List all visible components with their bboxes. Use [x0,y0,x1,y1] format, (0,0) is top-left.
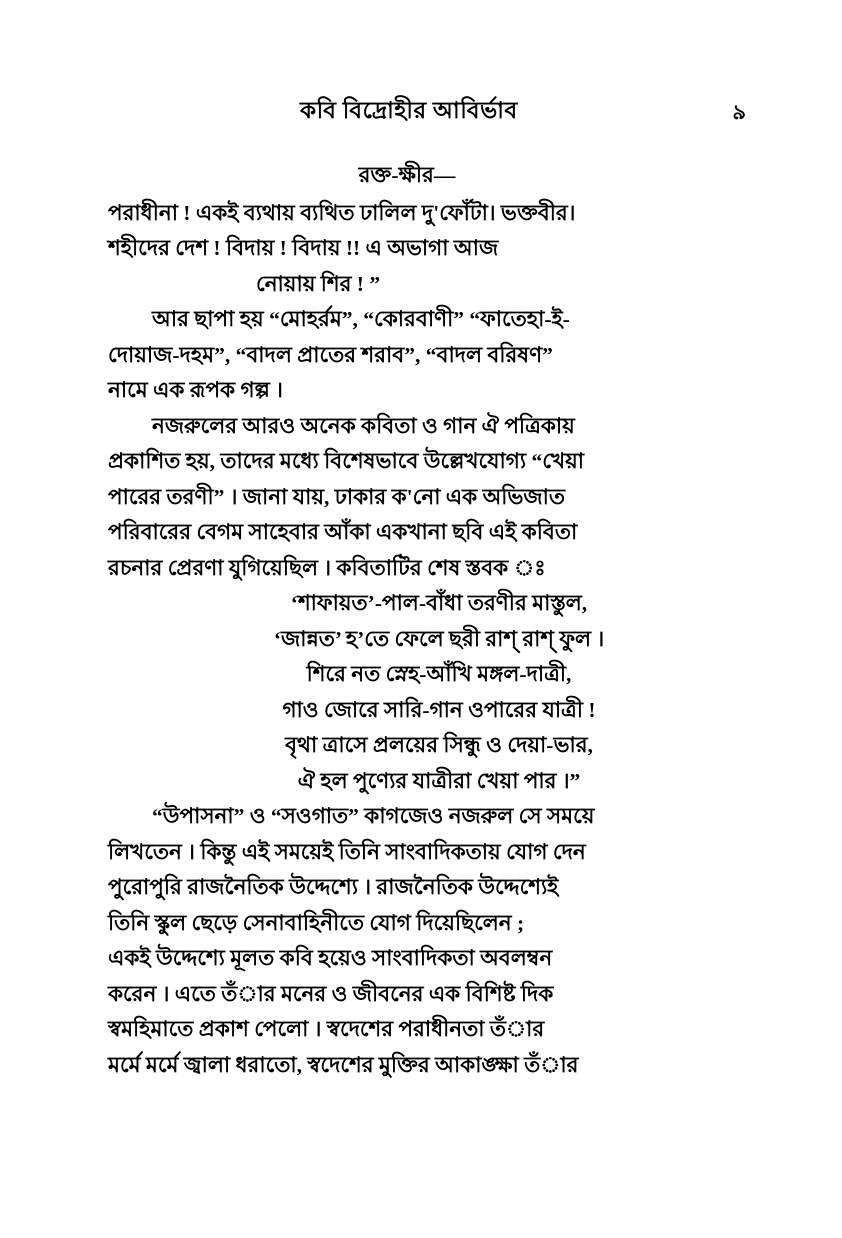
page-number: ৯ [732,100,746,124]
text-line: নোয়ায় শির ! ” [256,271,381,296]
poem-heading: রক্ত-ক্ষীর— [358,163,456,187]
text-line: একই উদ্দেশ্যে মূলত কবি হয়েও সাংবাদিকতা অবলম্বন [108,946,553,970]
text-line: তিনি স্কুল ছেড়ে সেনাবাহিনীতে যোগ দিয়েছিলেন ; [108,910,525,935]
text-line: প্রকাশিত হয়, তাদের মধ্যে বিশেষভাবে উল্লেখযোগ্য “খেয়া [108,449,584,473]
verse-line: ঐ হল পুণ্যের যাত্রীরা খেয়া পার ।” [297,768,581,793]
verse-block [132,586,746,799]
text-line: নামে এক রূপক গল্প । [108,378,283,402]
text-line: মর্মে মর্মে জ্বালা ধরাতো, স্বদেশের মুক্তির আকাঙ্ক্ষা তঁার [108,1052,579,1077]
text-line: স্বমহিমাতে প্রকাশ পেলো । স্বদেশের পরাধীনতা তঁার [108,1017,545,1041]
text-line: পারের তরণী” । জানা যায়, ঢাকার ক'নো এক অভিজাত [108,484,565,509]
page-header [108,92,746,144]
verse-line: ‘শাফায়ত’-পাল-বাঁধা তরণীর মাস্তুল, [290,591,588,615]
text-line: নজরুলের আরও অনেক কবিতা ও গান ঐ পত্রিকায় [152,413,575,438]
verse-line: বৃথা ত্রাসে প্রলয়ের সিন্ধু ও দেয়া-ভার, [285,733,593,757]
text-line: রচনার প্রেরণা যুগিয়েছিল । কবিতাটির শেষ স্তবক ঃ [108,555,546,580]
paragraph-3 [108,799,746,1083]
text-line: করেন । এতে তঁার মনের ও জীবনের এক বিশিষ্ট দিক [108,981,554,1006]
text-line: পরিবারের বেগম সাহেবার আঁকা একখানা ছবি এই কবিতা [108,520,578,544]
page-body [108,158,746,1083]
text-line: “উপাসনা” ও “সওগাত” কাগজেও নজরুল সে সময়ে [152,804,595,828]
text-line: লিখতেন । কিন্তু এই সময়েই তিনি সাংবাদিকতায় যোগ দেন [108,839,586,864]
paragraph-1 [108,302,746,409]
text-line: শহীদের দেশ ! বিদায় ! বিদায় !! এ অভাগা আজ [108,236,499,260]
text-line: পুরোপুরি রাজনৈতিক উদ্দেশ্যে । রাজনৈতিক উদ্দেশ্যেই [108,875,559,899]
text-line: দোয়াজ-দহম”, “বাদল প্রাতের শরাব”, “বাদল বরিষণ” [108,342,553,367]
text-line: আর ছাপা হয় “মোহর্রম”, “কোরবাণী” “ফাতেহা-ই- [152,307,570,331]
quote-block-1 [108,196,746,303]
paragraph-2 [108,409,746,587]
verse-line: গাও জোরে সারি-গান ওপারের যাত্রী ! [282,697,596,722]
page-title: কবি বিদ্রোহীর আবির্ভাব [300,98,518,123]
verse-line: ‘জান্নত’ হ’তে ফেলে ছরী রাশ্ রাশ্ ফুল । [273,626,605,651]
verse-line: শিরে নত স্নেহ-আঁখি মঙ্গল-দাত্রী, [306,662,572,686]
text-line: পরাধীনা ! একই ব্যথায় ব্যথিত ঢালিল দু'ফোঁটা। ভক্তবীর। [108,200,576,225]
